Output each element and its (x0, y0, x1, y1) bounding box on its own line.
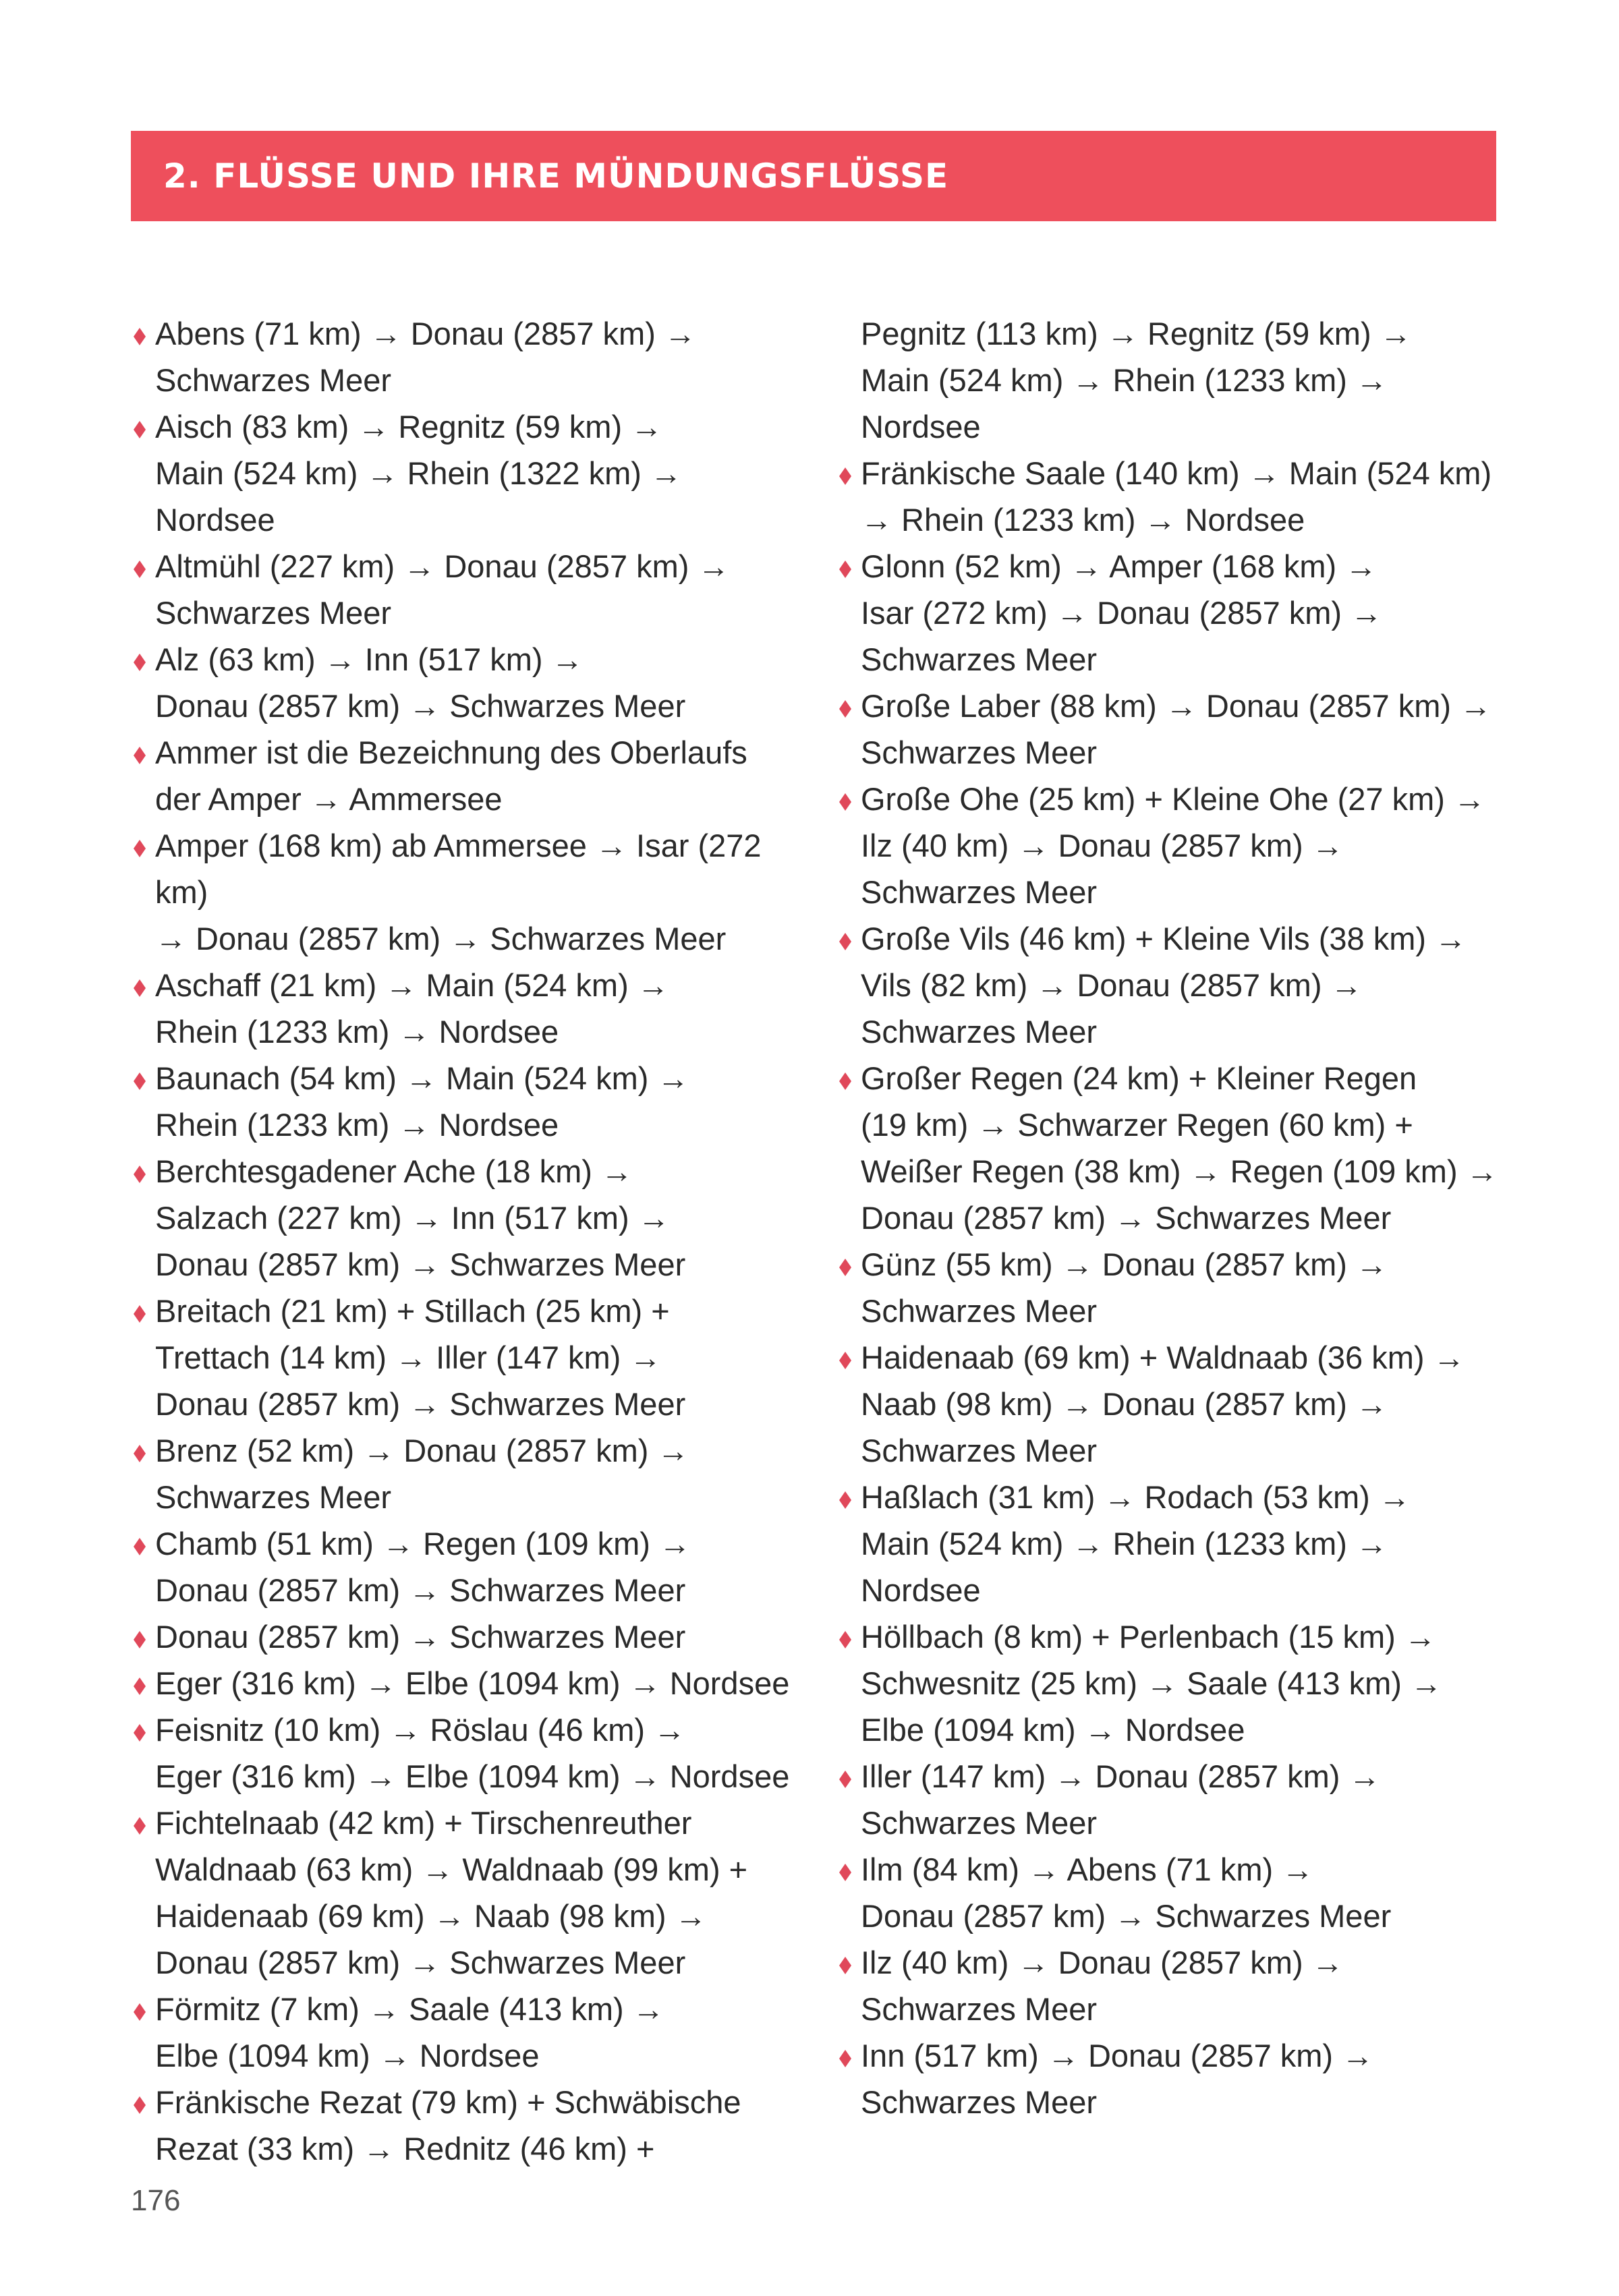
river-entry (131, 1520, 812, 1613)
diamond-bullet-icon (839, 2050, 851, 2067)
entry-text: Donau (2857 km) → Schwarzes Meer (155, 1619, 686, 1655)
river-entry (836, 1055, 1518, 1241)
entry-text: Altmühl (227 km) → Donau (2857 km) → Schwarzes Meer (155, 548, 730, 631)
entry-text: Große Ohe (25 km) + Kleine Ohe (27 km) → Ilz (40 km) → Donau (2857 km) → Schwarzes Meer (861, 781, 1485, 910)
diamond-bullet-icon (134, 1724, 146, 1742)
river-entry (131, 729, 812, 822)
diamond-bullet-icon (839, 1352, 851, 1369)
river-entry (836, 1846, 1518, 1939)
entry-text: Abens (71 km) → Donau (2857 km) → Schwarzes Meer (155, 316, 696, 398)
diamond-bullet-icon (134, 2003, 146, 2021)
section-header-bar (131, 131, 1496, 221)
river-entry (131, 2079, 812, 2172)
diamond-bullet-icon (134, 1817, 146, 1835)
entry-text: Glonn (52 km) → Amper (168 km) → Isar (272 km) → Donau (2857 km) → Schwarzes Meer (861, 548, 1383, 677)
diamond-bullet-icon (839, 1491, 851, 1509)
diamond-bullet-icon (839, 933, 851, 950)
entry-text: Haidenaab (69 km) + Waldnaab (36 km) → Naab (98 km) → Donau (2857 km) → Schwarzes Meer (861, 1340, 1465, 1468)
entry-text: Baunach (54 km) → Main (524 km) → Rhein (1233 km) → Nordsee (155, 1060, 689, 1143)
river-entry (131, 962, 812, 1055)
river-entry (836, 1939, 1518, 2032)
entry-text: Eger (316 km) → Elbe (1094 km) → Nordsee (155, 1665, 790, 1701)
entry-text: Amper (168 km) ab Ammersee → Isar (272 km) → Donau (2857 km) → Schwarzes Meer (155, 828, 762, 956)
diamond-bullet-icon (839, 1072, 851, 1090)
right-column (836, 310, 1518, 2125)
diamond-bullet-icon (134, 747, 146, 764)
entry-text: Alz (63 km) → Inn (517 km) → Donau (2857 km) → Schwarzes Meer (155, 641, 686, 724)
diamond-bullet-icon (134, 1677, 146, 1695)
river-entry (131, 1288, 812, 1427)
entry-text: Ilz (40 km) → Donau (2857 km) → Schwarzes Meer (861, 1945, 1344, 2027)
diamond-bullet-icon (839, 1957, 851, 1974)
river-entry (836, 1753, 1518, 1846)
river-entry (836, 1613, 1518, 1753)
river-entry (131, 1986, 812, 2079)
river-entry (836, 683, 1518, 776)
entry-text: Aisch (83 km) → Regnitz (59 km) → Main (524 km) → Rhein (1322 km) → Nordsee (155, 409, 682, 538)
river-entry (131, 1613, 812, 1660)
diamond-bullet-icon (134, 1072, 146, 1090)
river-entry-continuation (836, 310, 1518, 450)
entry-text: Pegnitz (113 km) → Regnitz (59 km) → Main (524 km) → Rhein (1233 km) → Nordsee (861, 316, 1412, 444)
entry-text: Brenz (52 km) → Donau (2857 km) → Schwarzes Meer (155, 1433, 689, 1515)
diamond-bullet-icon (839, 1259, 851, 1276)
entry-text: Ilm (84 km) → Abens (71 km) → Donau (2857 km) → Schwarzes Meer (861, 1852, 1392, 1934)
entry-text: Ammer ist die Bezeichnung des Oberlaufs der Amper → Ammersee (155, 735, 747, 817)
diamond-bullet-icon (134, 654, 146, 671)
diamond-bullet-icon (839, 561, 851, 578)
river-entry (836, 1474, 1518, 1613)
page-number: 176 (131, 2184, 181, 2217)
diamond-bullet-icon (839, 1864, 851, 1881)
entry-text: Große Vils (46 km) + Kleine Vils (38 km) → Vils (82 km) → Donau (2857 km) → Schwarzes Meer (861, 921, 1467, 1050)
entry-text: Förmitz (7 km) → Saale (413 km) → Elbe (1094 km) → Nordsee (155, 1991, 664, 2073)
diamond-bullet-icon (134, 1631, 146, 1648)
diamond-bullet-icon (134, 1166, 146, 1183)
entry-text: Berchtesgadener Ache (18 km) → Salzach (227 km) → Inn (517 km) → Donau (2857 km) → Schwarzes Meer (155, 1153, 686, 1282)
diamond-bullet-icon (134, 1538, 146, 1555)
river-entry (131, 1055, 812, 1148)
entry-text: Höllbach (8 km) + Perlenbach (15 km) → Schwesnitz (25 km) → Saale (413 km) → Elbe (1094 km) → Nordsee (861, 1619, 1442, 1748)
diamond-bullet-icon (134, 421, 146, 438)
entry-text: Große Laber (88 km) → Donau (2857 km) → Schwarzes Meer (861, 688, 1492, 770)
river-entry (836, 450, 1518, 543)
river-entry (131, 822, 812, 962)
entry-text: Chamb (51 km) → Regen (109 km) → Donau (2857 km) → Schwarzes Meer (155, 1526, 691, 1608)
river-entry (836, 543, 1518, 683)
diamond-bullet-icon (134, 328, 146, 345)
diamond-bullet-icon (134, 1445, 146, 1462)
entry-text: Fichtelnaab (42 km) + Tirschenreuther Waldnaab (63 km) → Waldnaab (99 km) + Haidenaab (69 km) → Naab (98 km) → Donau (2857 km) → Schwarzes Meer (155, 1805, 748, 1980)
river-entry (836, 776, 1518, 915)
river-entry (131, 1660, 812, 1706)
diamond-bullet-icon (839, 1771, 851, 1788)
river-entry (131, 543, 812, 636)
diamond-bullet-icon (134, 979, 146, 997)
entry-text: Großer Regen (24 km) + Kleiner Regen (19 km) → Schwarzer Regen (60 km) + Weißer Regen (38 km) → Regen (109 km) → Donau (2857 km) → Schwarzes Meer (861, 1060, 1498, 1236)
entry-text: Feisnitz (10 km) → Röslau (46 km) → Eger (316 km) → Elbe (1094 km) → Nordsee (155, 1712, 790, 1794)
river-entry (131, 1800, 812, 1986)
diamond-bullet-icon (839, 467, 851, 485)
river-entry (836, 1241, 1518, 1334)
diamond-bullet-icon (839, 793, 851, 811)
river-entry (836, 1334, 1518, 1474)
section-title: 2. FLÜSSE UND IHRE MÜNDUNGSFLÜSSE (163, 156, 949, 196)
entry-text: Iller (147 km) → Donau (2857 km) → Schwarzes Meer (861, 1758, 1381, 1841)
river-entry (836, 2032, 1518, 2125)
river-entry (836, 915, 1518, 1055)
river-entry (131, 310, 812, 403)
entry-text: Fränkische Rezat (79 km) + Schwäbische Rezat (33 km) → Rednitz (46 km) + (155, 2084, 741, 2166)
diamond-bullet-icon (134, 840, 146, 857)
entry-text: Fränkische Saale (140 km) → Main (524 km) → Rhein (1233 km) → Nordsee (861, 455, 1492, 538)
entry-text: Aschaff (21 km) → Main (524 km) → Rhein (1233 km) → Nordsee (155, 967, 669, 1050)
left-column (131, 310, 812, 2172)
river-entry (131, 1706, 812, 1800)
diamond-bullet-icon (839, 700, 851, 718)
river-entry (131, 1148, 812, 1288)
diamond-bullet-icon (134, 561, 146, 578)
entry-text: Günz (55 km) → Donau (2857 km) → Schwarzes Meer (861, 1246, 1388, 1329)
entry-text: Breitach (21 km) + Stillach (25 km) + Trettach (14 km) → Iller (147 km) → Donau (2857 km) → Schwarzes Meer (155, 1293, 686, 1422)
river-entry (131, 636, 812, 729)
river-entry (131, 403, 812, 543)
diamond-bullet-icon (839, 1631, 851, 1648)
river-entry (131, 1427, 812, 1520)
diamond-bullet-icon (134, 1305, 146, 1323)
diamond-bullet-icon (134, 2096, 146, 2114)
entry-text: Haßlach (31 km) → Rodach (53 km) → Main (524 km) → Rhein (1233 km) → Nordsee (861, 1479, 1411, 1608)
entry-text: Inn (517 km) → Donau (2857 km) → Schwarzes Meer (861, 2038, 1374, 2120)
